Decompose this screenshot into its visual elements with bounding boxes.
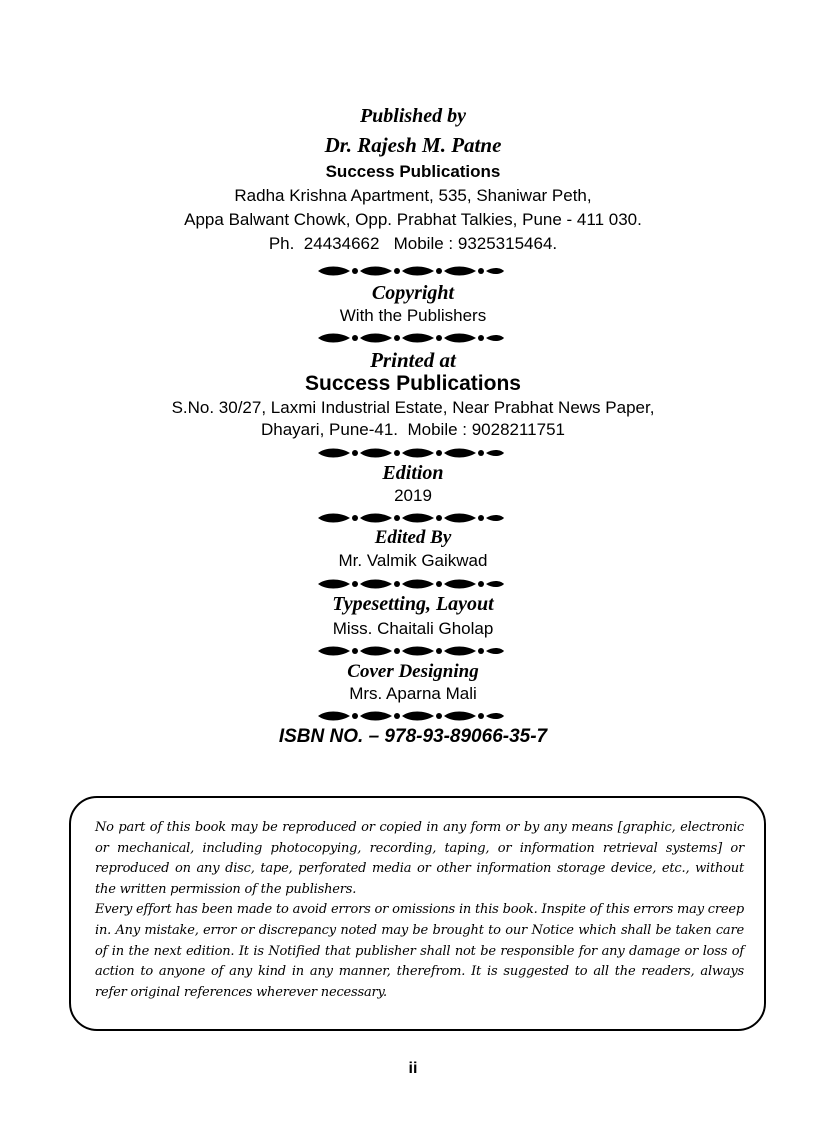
printer-address-line2: Dhayari, Pune-41. Mobile : 9028211751 xyxy=(261,420,565,439)
disclaimer-box xyxy=(69,796,766,1031)
publisher-address-line2: Appa Balwant Chowk, Opp. Prabhat Talkies, Pune - 411 030. xyxy=(184,210,642,229)
edition-value: 2019 xyxy=(394,486,432,505)
copyright-heading: Copyright xyxy=(371,282,455,304)
ornament-divider-icon xyxy=(316,577,506,591)
disclaimer-paragraph-2: Every effort has been made to avoid errors or omissions in this book. Inspite of this errors may creep in. Any mistake, error or discrepancy noted may be brought to our Notice which shall be taken care of in the next edition. It is Notified that publisher shall not be responsible for any damage or loss of action to anyone of any kind in any manner, therefrom. It is suggested to all the readers, always refer original references wherever necessary. xyxy=(95,902,744,1000)
cover-designing-heading: Cover Designing xyxy=(347,661,479,682)
isbn-number: ISBN NO. – 978-93-89066-35-7 xyxy=(278,726,548,747)
publisher-phone: Ph. 24434662 Mobile : 9325315464. xyxy=(268,234,558,253)
publisher-name: Dr. Rajesh M. Patne xyxy=(324,133,502,157)
ornament-divider-icon xyxy=(316,264,506,278)
published-by-heading: Published by xyxy=(359,105,467,127)
copyright-value: With the Publishers xyxy=(339,306,487,325)
typesetting-heading: Typesetting, Layout xyxy=(332,593,494,615)
cover-designing-value: Mrs. Aparna Mali xyxy=(349,684,477,703)
typesetting-value: Miss. Chaitali Gholap xyxy=(332,619,494,638)
printer-address-line1: S.No. 30/27, Laxmi Industrial Estate, Near Prabhat News Paper, xyxy=(171,398,655,417)
publisher-company: Success Publications xyxy=(325,162,501,181)
edited-by-value: Mr. Valmik Gaikwad xyxy=(338,551,488,570)
publisher-address-line1: Radha Krishna Apartment, 535, Shaniwar Peth, xyxy=(234,186,592,205)
edition-heading: Edition xyxy=(382,462,444,484)
ornament-divider-icon xyxy=(316,446,506,460)
ornament-divider-icon xyxy=(316,709,506,723)
printed-at-heading: Printed at xyxy=(370,348,456,372)
ornament-divider-icon xyxy=(316,511,506,525)
edited-by-heading: Edited By xyxy=(374,527,452,548)
page-number: ii xyxy=(408,1060,418,1077)
ornament-divider-icon xyxy=(316,331,506,345)
ornament-divider-icon xyxy=(316,644,506,658)
printer-company: Success Publications xyxy=(305,372,521,395)
disclaimer-paragraph-1: No part of this book may be reproduced or copied in any form or by any means [graphic, electronic or mechanical, including photocopying, recording, taping, or information retrieval systems] or reproduced on any disc, tape, perforated media or other information storage device, etc., without the written permission of the publishers. xyxy=(95,820,744,897)
disclaimer-text xyxy=(95,818,744,1003)
